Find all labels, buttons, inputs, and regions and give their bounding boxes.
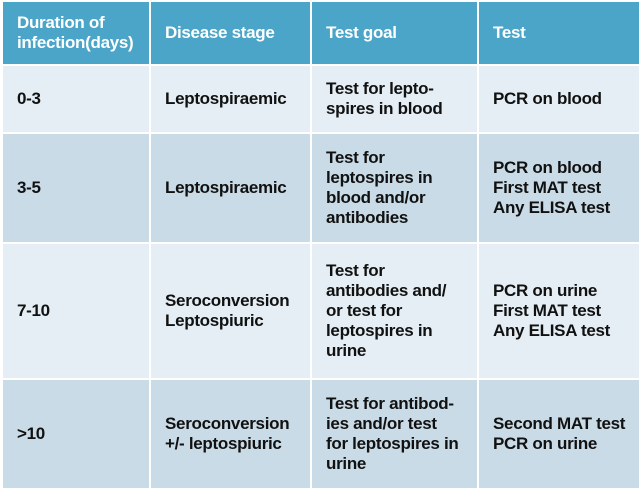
- table-row: [2, 379, 640, 489]
- cell-duration: >10: [2, 379, 150, 489]
- header-disease-stage: Disease stage: [150, 1, 311, 65]
- cell-test: PCR on blood: [478, 65, 640, 133]
- leptospirosis-test-table: [1, 0, 640, 490]
- table-row: [2, 133, 640, 243]
- cell-stage: Leptospiraemic: [150, 65, 311, 133]
- header-test: Test: [478, 1, 640, 65]
- cell-test: PCR on urine First MAT test Any ELISA test: [478, 243, 640, 379]
- cell-test: Second MAT test PCR on urine: [478, 379, 640, 489]
- table-row: [2, 65, 640, 133]
- cell-stage: Seroconversion Leptospiuric: [150, 243, 311, 379]
- cell-test: PCR on blood First MAT test Any ELISA test: [478, 133, 640, 243]
- cell-goal: Test for lepto- spires in blood: [311, 65, 478, 133]
- table-header-row: [2, 1, 640, 65]
- cell-duration: 0-3: [2, 65, 150, 133]
- header-duration: Duration of infection(days): [2, 1, 150, 65]
- cell-goal: Test for antibodies and/ or test for leptospires in urine: [311, 243, 478, 379]
- cell-stage: Leptospiraemic: [150, 133, 311, 243]
- table-row: [2, 243, 640, 379]
- cell-goal: Test for antibod- ies and/or test for leptospires in urine: [311, 379, 478, 489]
- cell-duration: 3-5: [2, 133, 150, 243]
- cell-duration: 7-10: [2, 243, 150, 379]
- header-test-goal: Test goal: [311, 1, 478, 65]
- cell-stage: Seroconversion +/- leptospiuric: [150, 379, 311, 489]
- cell-goal: Test for leptospires in blood and/or antibodies: [311, 133, 478, 243]
